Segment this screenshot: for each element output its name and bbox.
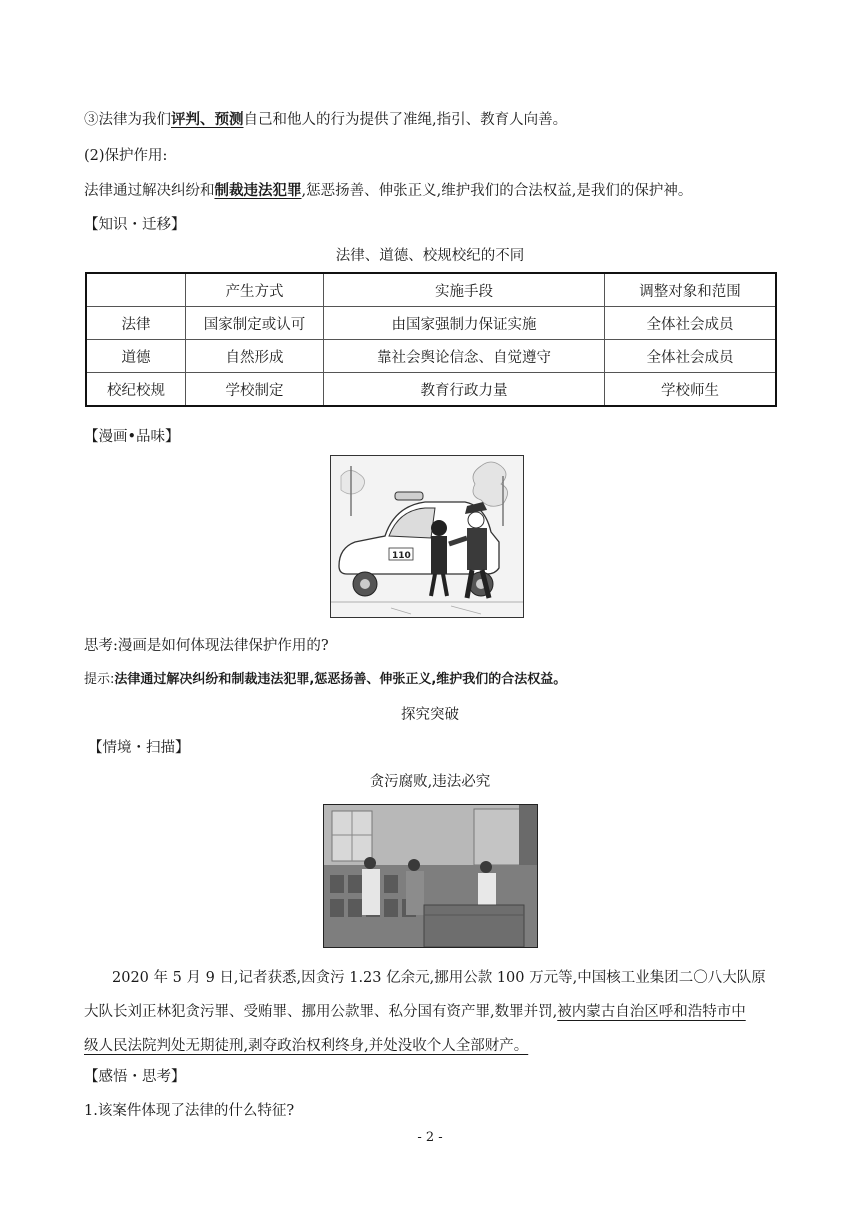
- question-1: 1.该案件体现了法律的什么特征?: [84, 1103, 295, 1119]
- table-cell: 产生方式: [186, 273, 324, 307]
- paragraph-protection: 法律通过解决纠纷和制裁违法犯罪,惩恶扬善、伸张正义,维护我们的合法权益,是我们的保护神。: [84, 182, 693, 199]
- table-cell: 道德: [86, 340, 186, 373]
- car-110-label: 110: [392, 551, 411, 561]
- page-number: - 2 -: [417, 1130, 443, 1145]
- table-row: [86, 340, 776, 373]
- case-verdict-underlined: 级人民法院判处无期徒刑,剥夺政治权利终身,并处没收个人全部财产。: [84, 1038, 529, 1054]
- table-header-row: [86, 273, 776, 307]
- courtroom-photo: [323, 804, 538, 948]
- emphasis-evaluate: 评判、预测: [171, 111, 244, 128]
- case-paragraph-line3: [84, 1029, 778, 1063]
- case-paragraph-line2: 大队长刘正林犯贪污罪、受贿罪、挪用公款罪、私分国有资产罪,数罪并罚,被内蒙古自治区呼和浩特市中: [84, 1004, 746, 1020]
- table-cell: 学校师生: [605, 373, 777, 407]
- explore-title: 探究突破: [401, 707, 459, 723]
- courtroom-scene: [324, 805, 537, 947]
- table-cell: 校纪校规: [86, 373, 186, 407]
- table-cell: 全体社会成员: [605, 340, 777, 373]
- emphasis-sanction: 制裁违法犯罪: [214, 182, 302, 199]
- table-cell: 由国家强制力保证实施: [324, 307, 605, 340]
- table-cell: 国家制定或认可: [186, 307, 324, 340]
- table-cell: 靠社会舆论信念、自觉遵守: [324, 340, 605, 373]
- answer-tip: 提示:法律通过解决纠纷和制裁违法犯罪,惩恶扬善、伸张正义,维护我们的合法权益。: [84, 672, 567, 687]
- paragraph-evaluate: ③法律为我们评判、预测自己和他人的行为提供了准绳,指引、教育人向善。: [84, 111, 568, 128]
- police-arrest-cartoon: [330, 455, 524, 618]
- table-cell: [86, 273, 186, 307]
- table-title: 法律、道德、校规校纪的不同: [335, 248, 525, 264]
- table-cell: 调整对象和范围: [605, 273, 777, 307]
- case-verdict-underlined: 被内蒙古自治区呼和浩特市中: [557, 1004, 746, 1020]
- table-cell: 全体社会成员: [605, 307, 777, 340]
- table-cell: 法律: [86, 307, 186, 340]
- scene-title: 贪污腐败,违法必究: [369, 774, 491, 790]
- section-knowledge: 【知识・迁移】: [84, 217, 186, 233]
- case-paragraph: 2020 年 5 月 9 日,记者获悉,因贪污 1.23 亿余元,挪用公款 100 万元等,中国核工业集团二〇八大队原: [112, 970, 766, 986]
- table-row: [86, 373, 776, 407]
- comparison-table: [85, 272, 777, 407]
- cartoon-question: 思考:漫画是如何体现法律保护作用的?: [84, 638, 329, 654]
- section-cartoon: 【漫画•品味】: [84, 429, 180, 445]
- table-cell: 学校制定: [186, 373, 324, 407]
- table-cell: 教育行政力量: [324, 373, 605, 407]
- section-reflect: 【感悟・思考】: [84, 1069, 186, 1085]
- table-row: [86, 307, 776, 340]
- heading-protection: (2)保护作用:: [84, 148, 168, 164]
- cartoon-drawing: [331, 456, 523, 617]
- table-cell: 自然形成: [186, 340, 324, 373]
- section-scene: 【情境・扫描】: [88, 740, 190, 756]
- table-cell: 实施手段: [324, 273, 605, 307]
